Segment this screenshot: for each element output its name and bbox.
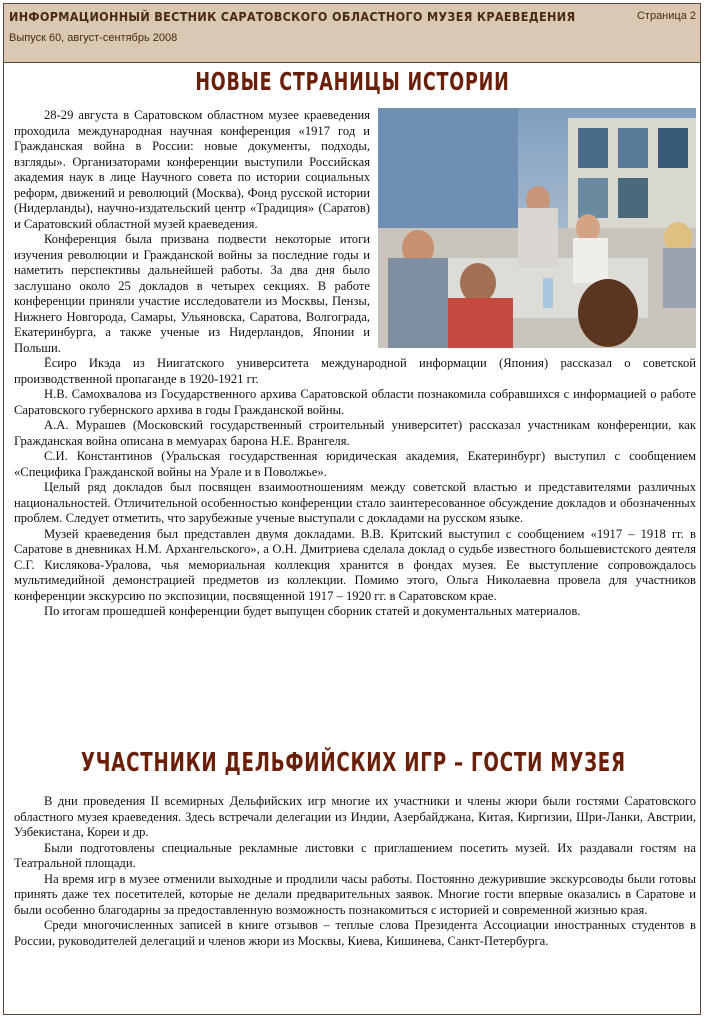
conference-photo	[378, 108, 696, 348]
article-1-paragraph: С.И. Константинов (Уральская государственная юридическая академия, Екатеринбург) выступил с сообщением «Специфика Гражданской войны на Урале и в Поволжье».	[14, 449, 696, 479]
article-2-paragraph: В дни проведения II всемирных Дельфийских игр многие их участники и члены жюри были гостями Саратовского областного музея краеведения. Здесь встречали делегации из Индии, Азербайджана, Китая, Киргизии, Шри-Ланки, Австрии, Узбекистана, Кореи и др.	[14, 794, 696, 839]
article-2-paragraph: Среди многочисленных записей в книге отзывов – теплые слова Президента Ассоциации иностранных студентов в России, руководителей делегаций и членов жюри из Москвы, Киева, Кишинева, Санкт-Петербурга.	[14, 918, 696, 948]
article-2-paragraph: На время игр в музее отменили выходные и продлили часы работы. Постоянно дежурившие экскурсоводы были готовы принять даже тех посетителей, которые не делали предварительных заявок. Многие гости впервые оказались в Саратове и были особенно благодарны за предоставленную возможность познакомиться с историей и современной жизнью края.	[14, 871, 696, 917]
article-1-paragraph: Н.В. Самохвалова из Государственного архива Саратовской области познакомила собравшихся с информацией о работе Саратовского губернского архива в годы Гражданской войны.	[14, 387, 696, 417]
issue-info: Выпуск 60, август-сентябрь 2008	[9, 32, 178, 44]
newsletter-title: ИНФОРМАЦИОННЫЙ ВЕСТНИК САРАТОВСКОГО ОБЛАСТНОГО МУЗЕЯ КРАЕВЕДЕНИЯ	[9, 10, 576, 24]
article-2-body	[14, 794, 696, 949]
article-1-paragraph: А.А. Мурашев (Московский государственный строительный университет) рассказал участникам конференции, как Гражданская война описана в мемуарах барона Н.Е. Врангеля.	[14, 418, 696, 448]
article-1-body	[14, 108, 696, 620]
newsletter-page	[3, 3, 701, 1015]
article-1-paragraph: 28-29 августа в Саратовском областном музее краеведения проходила международная научная конференция «1917 год и Гражданская война в России: новые документы, подходы, взгляды». Организаторами конференции выступили Российская академия наук в лице Научного совета по истории социальных реформ, движений и революций (Москва), Фонд русской истории (Нидерланды), научно-издательский центр «Традиция» (Саратов) и Саратовский областной музей краеведения.	[14, 108, 370, 231]
article-2-paragraph: Были подготовлены специальные рекламные листовки с приглашением посетить музей. Их раздавали гостям на Театральной площади.	[14, 840, 696, 870]
article-1-paragraph: Музей краеведения был представлен двумя докладами. В.В. Критский выступил с сообщением «1917 – 1918 гг. в Саратове в дневниках Н.М. Архангельского», а О.Н. Дмитриева сделала доклад о судьбе известного большевистского деятеля С.Г. Кислякова-Уралова, чья мемориальная коллекция хранится в фондах музея. Ее выступление сопровождалось мультимедийной демонстрацией предметов из коллекции. Помимо этого, Ольга Николаевна провела для участников конференции экскурсию по экспозиции, посвященной 1917 – 1920 гг. в Саратовском крае.	[14, 526, 696, 603]
article-1-paragraph: Конференция была призвана подвести некоторые итоги изучения революции и Гражданской войны за последние годы и наметить перспективы дальнейшей работы. За два дня было заслушано около 25 докладов в четырех секциях. В работе конференции приняли участие исследователи из Москвы, Пензы, Нижнего Новгорода, Самары, Ульяновска, Саратова, Волгограда, Екатеринбурга, а также ученые из Нидерландов, Японии и Польши.	[14, 232, 370, 355]
page-number: Страница 2	[636, 10, 696, 22]
article-1-paragraph: Целый ряд докладов был посвящен взаимоотношениям между советской властью и представителями различных национальностей. Отличительной особенностью конференции стало заинтересованное обсуждение докладов и обозначенных проблем. Следует отметить, что зарубежные ученые выступали с докладами на русском языке.	[14, 480, 696, 525]
page-header	[4, 4, 700, 63]
conference-photo-image	[378, 108, 696, 348]
article-1-paragraph: По итогам прошедшей конференции будет выпущен сборник статей и документальных материалов.	[44, 604, 581, 618]
article-1-heading: НОВЫЕ СТРАНИЦЫ ИСТОРИИ	[194, 67, 510, 96]
article-1-paragraph: Ёсиро Икэда из Ниигатского университета международной информации (Япония) рассказал о советской производственной пропаганде в 1920-1921 гг.	[14, 356, 696, 386]
article-2-heading: УЧАСТНИКИ ДЕЛЬФИЙСКИХ ИГР – ГОСТИ МУЗЕЯ	[80, 748, 626, 778]
